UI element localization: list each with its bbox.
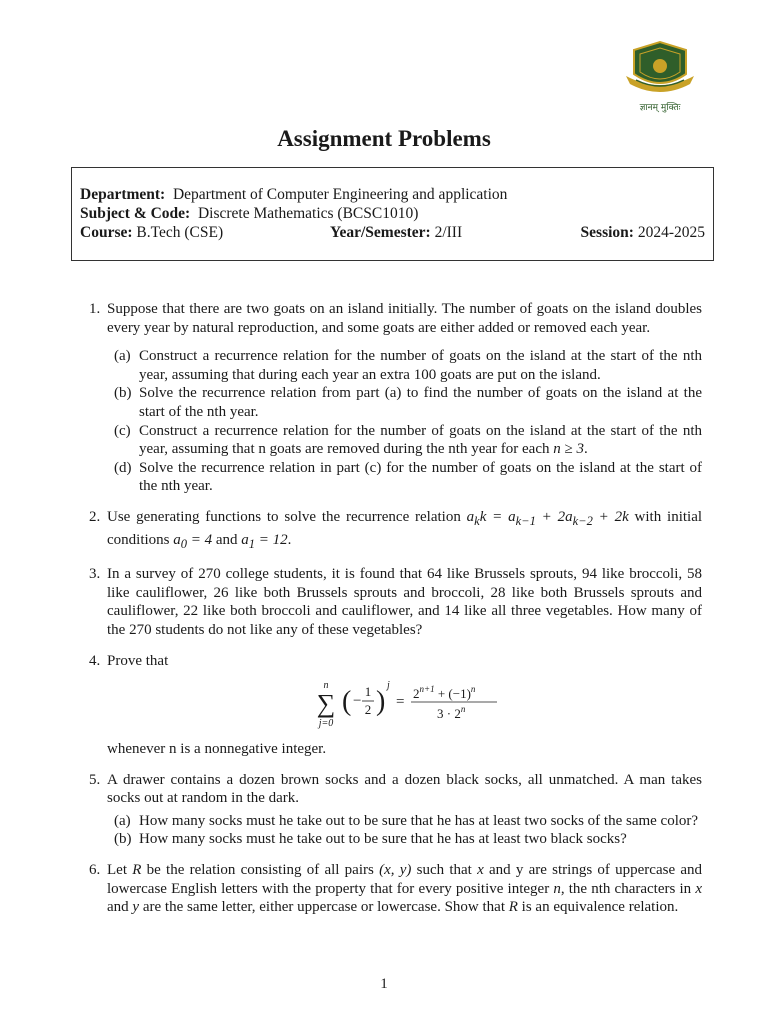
subquestion-1c [107, 422, 702, 459]
rhs-numerator: $2^{n+1} + (-1)^n$ [413, 684, 476, 702]
subquestion-text: Solve the recurrence relation from part (a) to find the number of goats on the island at the start of the nth year. [139, 385, 702, 420]
page-number: 1 [380, 976, 388, 992]
question-number: 3. [89, 566, 101, 583]
subquestion-text-end: . [584, 441, 588, 458]
subquestion-text: How many socks must he take out to be sure that he has at least two black socks? [139, 831, 627, 848]
question-text: Suppose that there are two goats on an island initially. The number of goats on the island doubles every year by natural reproduction, and some goats are either added or removed each year. [107, 301, 702, 336]
question-list [82, 300, 702, 929]
question-text: In a survey of 270 college students, it is found that 64 like Brussels sprouts, 94 like broccoli, 58 like cauliflower, 26 like both Brussels sprouts and broccoli, 28 like both Brussels sprouts and cauliflower, 22 like both broccoli and cauliflower, and 14 like all three vegetables. How many of the 270 students do not like any of these vegetables? [107, 566, 702, 638]
question-number: 4. [89, 652, 101, 669]
subquestion-list [107, 347, 702, 496]
course-label: Course: [80, 224, 133, 241]
math-symbol: a [466, 508, 475, 525]
math-inline: n [553, 880, 561, 897]
university-logo [620, 40, 700, 114]
subquestion-5a [107, 812, 702, 831]
subquestion-label: (a) [114, 812, 131, 829]
subquestion-text: Construct a recurrence relation for the number of goats on the island at the start of the nth year, assuming that during each year an extra 100 goats are put on the island. [139, 348, 702, 383]
department-label: Department: [80, 186, 166, 203]
initial-condition-a1 [241, 531, 288, 551]
math-inline: x [477, 862, 484, 879]
svg-text:ज्ञानम् मुक्तिः: ज्ञानम् मुक्तिः [639, 103, 681, 113]
sum-upper-limit: n [323, 680, 329, 692]
math-symbol: + 2k [592, 508, 629, 525]
math-subscript: k−2 [572, 513, 593, 528]
course-info-box [71, 167, 714, 261]
math-inline: R [508, 899, 518, 916]
question-text: . [287, 531, 292, 548]
math-symbol: k = a [479, 508, 516, 525]
math-subscript: 0 [180, 536, 187, 551]
math-symbol: a [241, 531, 249, 548]
math-symbol: + 2a [535, 508, 573, 525]
subquestion-label: (a) [114, 348, 131, 365]
subquestion-text: Construct a recurrence relation for the number of goats on the island at the start of the nth year, assuming that n goats are removed during the nth year for each [139, 422, 702, 458]
math-symbol: = 4 [187, 531, 213, 548]
question-number: 1. [89, 301, 101, 317]
rhs-denominator: $3 \cdot 2^n$ [437, 704, 466, 722]
math-subscript: k−1 [515, 513, 536, 528]
math-subscript: 1 [248, 536, 256, 551]
page-title: Assignment Problems [277, 126, 491, 151]
year-value: 2/III [434, 224, 463, 241]
subquestion-1a [107, 347, 702, 384]
math-inline: (x, y) [379, 862, 412, 879]
subject-row [80, 205, 705, 224]
subquestion-list [107, 812, 702, 849]
exponent: j [387, 680, 390, 692]
subquestion-1b [107, 384, 702, 421]
minus-sign: − [353, 693, 362, 710]
math-inline: n ≥ 3 [553, 441, 584, 458]
subquestion-text: Solve the recurrence relation in part (c) for the number of goats on the island at the start of the nth year. [139, 459, 702, 495]
math-subscript: k [474, 513, 480, 528]
right-paren: ) [376, 686, 386, 718]
question-number: 5. [89, 771, 101, 788]
session-value: 2024-2025 [637, 224, 705, 241]
question-6 [82, 861, 702, 917]
year-label: Year/Semester: [330, 224, 431, 241]
subquestion-label: (b) [114, 831, 132, 848]
question-text: and [212, 531, 242, 548]
question-text: with initial conditions [107, 508, 703, 548]
department-row [80, 186, 705, 205]
subquestion-label: (b) [114, 385, 132, 402]
question-number: 2. [89, 508, 101, 525]
subquestion-5b [107, 830, 702, 849]
recurrence-formula [466, 508, 629, 528]
fraction-denominator: 2 [364, 702, 372, 718]
question-text: and y are strings of uppercase and lowercase English letters with the property that for every positive integer [107, 862, 702, 897]
subject-label: Subject & Code: [80, 205, 191, 222]
question-text: Use generating functions to solve the recurrence relation [107, 508, 467, 525]
sum-lower-limit: j=0 [318, 718, 334, 730]
subquestion-label: (c) [114, 422, 131, 439]
question-text: such that [411, 862, 478, 879]
math-symbol: = 12 [255, 531, 288, 548]
subquestion-text: How many socks must he take out to be sure that he has at least two socks of the same color? [139, 812, 699, 829]
math-inline: x [695, 880, 702, 897]
question-4 [82, 652, 702, 759]
question-text: and [107, 899, 133, 916]
question-5 [82, 771, 702, 849]
question-2 [82, 508, 702, 553]
question-text: whenever n is a nonnegative integer. [107, 741, 327, 758]
session-label: Session: [580, 224, 634, 241]
question-text: are the same letter, either uppercase or lowercase. Show that [139, 899, 509, 916]
left-paren: ( [342, 686, 352, 718]
question-text: Prove that [107, 652, 169, 669]
subquestion-label: (d) [114, 459, 132, 476]
equals-sign: = [396, 694, 405, 711]
initial-condition-a0 [173, 531, 213, 551]
question-text: is an equivalence relation. [517, 899, 679, 916]
summation-sign: ∑ [316, 689, 336, 719]
display-equation [107, 674, 702, 738]
course-value: B.Tech (CSE) [136, 224, 224, 241]
department-value: Department of Computer Engineering and application [172, 186, 508, 203]
question-number: 6. [89, 862, 101, 879]
question-1 [82, 300, 702, 496]
session [581, 224, 705, 242]
fraction-numerator: 1 [364, 684, 372, 700]
math-inline: R [132, 862, 142, 879]
question-text: be the relation consisting of all pairs [141, 862, 380, 879]
question-text: Let [107, 862, 133, 879]
question-text: , the nth characters in [560, 880, 696, 897]
course-row [80, 224, 705, 243]
year-semester [330, 224, 462, 242]
subquestion-1d [107, 459, 702, 496]
question-text: A drawer contains a dozen brown socks and a dozen black socks, all unmatched. A man takes socks out at random in the dark. [107, 771, 702, 807]
question-3 [82, 565, 702, 639]
subject-value: Discrete Mathematics (BCSC1010) [197, 205, 419, 222]
math-symbol: a [173, 531, 181, 548]
math-inline: y [132, 899, 140, 916]
